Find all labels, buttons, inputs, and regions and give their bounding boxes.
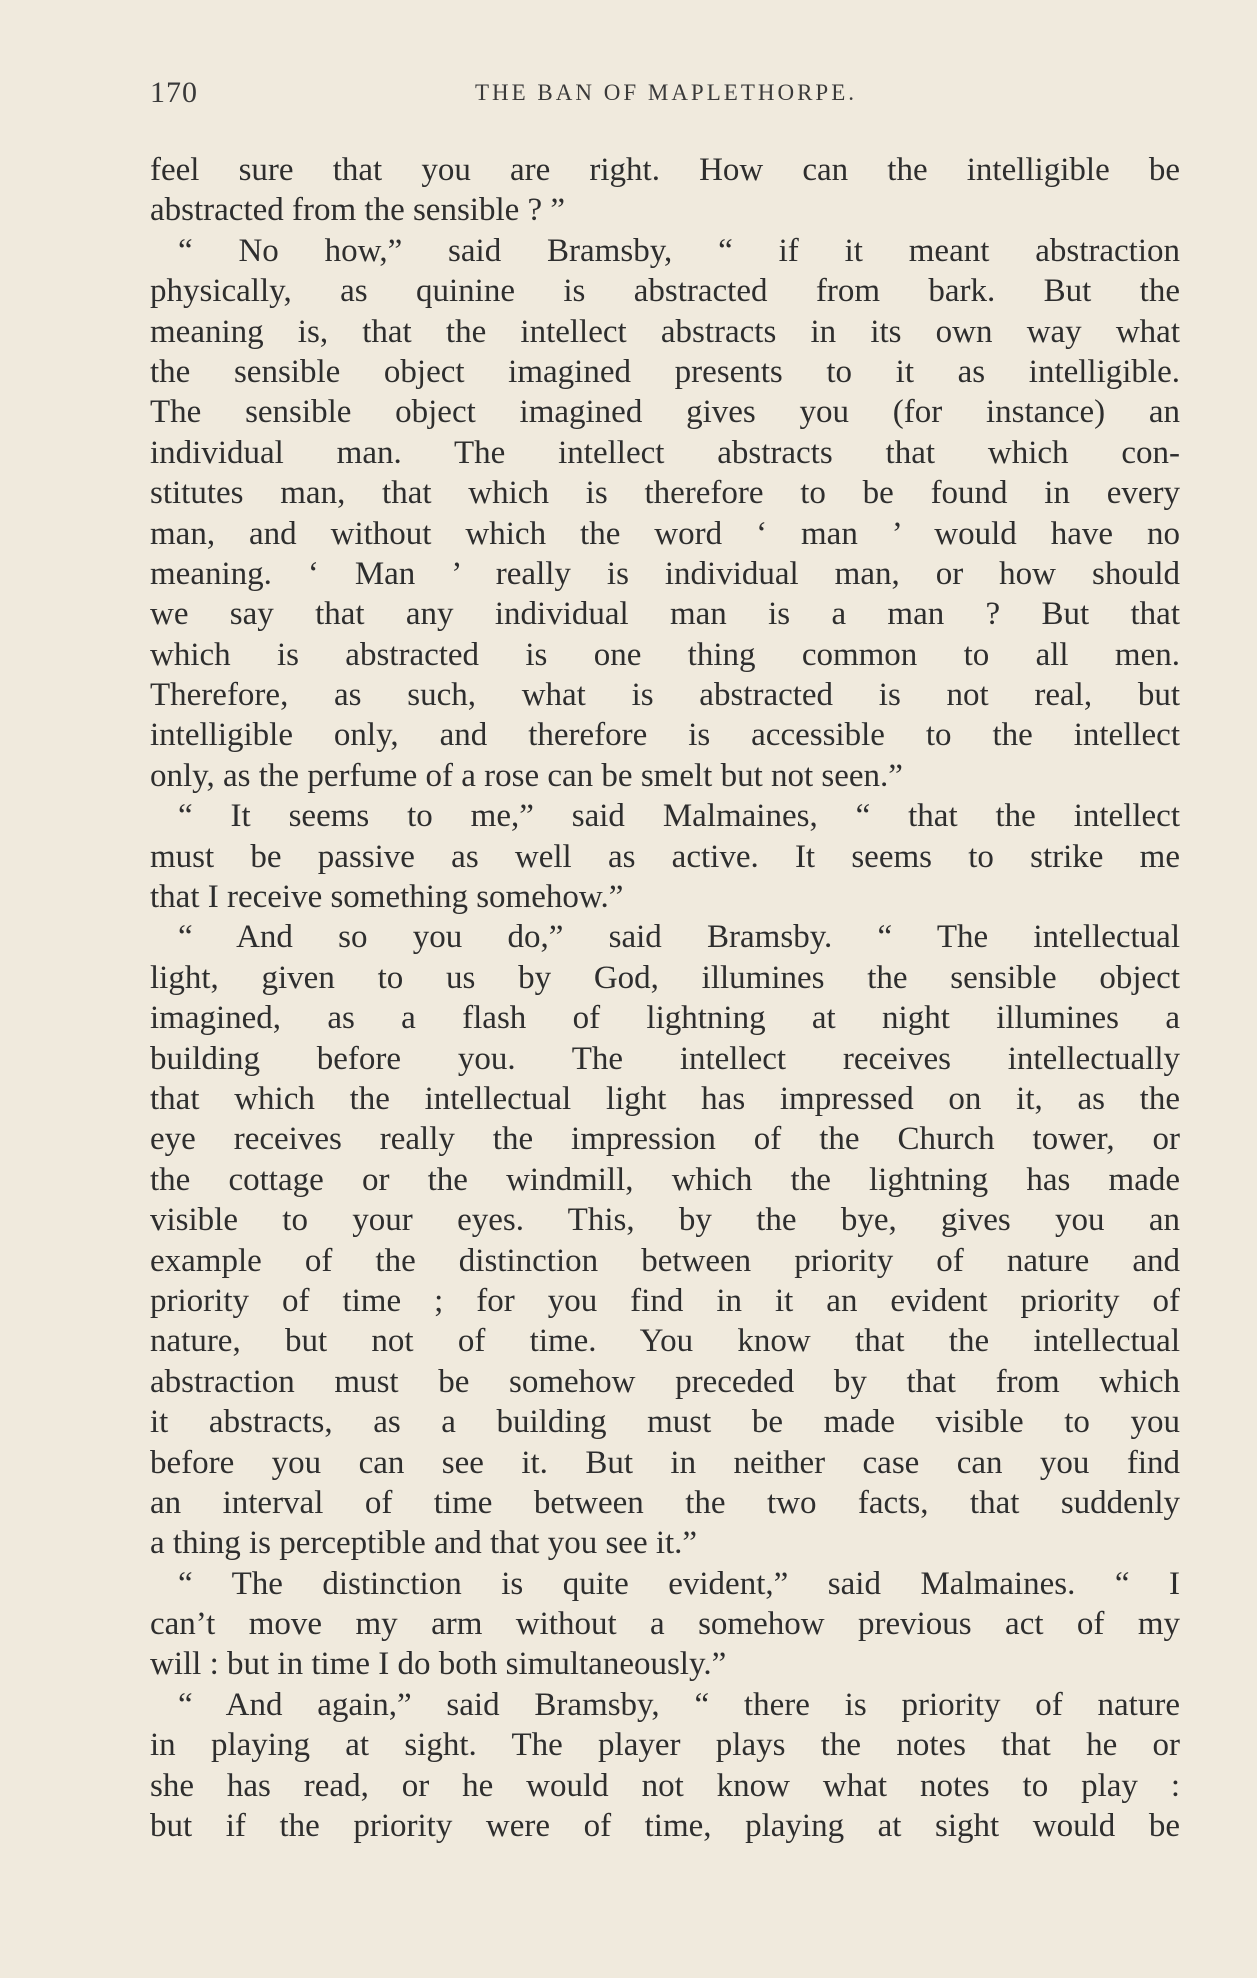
- text-line: that I receive something somehow.”: [150, 879, 624, 916]
- text-line: physically, as quinine is abstracted from bark. But the: [150, 273, 1180, 310]
- text-line: the sensible object imagined presents to it as intelligible.: [150, 353, 1180, 390]
- text-line: meaning. ‘ Man ’ really is individual man, or how should: [150, 555, 1180, 592]
- text-line: “ The distinction is quite evident,” said Malmaines. “ I: [178, 1565, 1180, 1602]
- text-line: she has read, or he would not know what notes to play :: [150, 1767, 1180, 1804]
- text-line: “ And again,” said Bramsby, “ there is priority of nature: [178, 1686, 1180, 1723]
- text-line: Therefore, as such, what is abstracted is not real, but: [150, 677, 1180, 714]
- text-line: abstraction must be somehow preceded by that from which: [150, 1363, 1180, 1400]
- text-line: which is abstracted is one thing common to all men.: [150, 636, 1180, 673]
- text-line: that which the intellectual light has impressed on it, as the: [150, 1080, 1180, 1117]
- text-line: The sensible object imagined gives you (for instance) an: [150, 394, 1180, 431]
- text-line: but if the priority were of time, playing at sight would be: [150, 1808, 1180, 1845]
- text-line: individual man. The intellect abstracts that which con-: [150, 434, 1180, 471]
- text-line: stitutes man, that which is therefore to be found in every: [150, 475, 1180, 512]
- page-number: 170: [150, 76, 198, 109]
- text-line: priority of time ; for you find in it an evident priority of: [150, 1282, 1180, 1319]
- running-title: THE BAN OF MAPLETHORPE.: [474, 80, 858, 105]
- text-line: must be passive as well as active. It seems to strike me: [150, 838, 1180, 875]
- text-line: “ No how,” said Bramsby, “ if it meant abstraction: [178, 232, 1180, 269]
- text-line: nature, but not of time. You know that the intellectual: [150, 1323, 1180, 1360]
- text-line: only, as the perfume of a rose can be smelt but not seen.”: [150, 757, 903, 794]
- text-line: before you can see it. But in neither case can you find: [150, 1444, 1180, 1481]
- text-line: we say that any individual man is a man ? But that: [150, 596, 1180, 633]
- text-line: will : but in time I do both simultaneously.”: [150, 1646, 727, 1683]
- text-line: a thing is perceptible and that you see it.”: [150, 1525, 698, 1562]
- text-line: “ It seems to me,” said Malmaines, “ that the intellect: [178, 798, 1180, 835]
- text-line: visible to your eyes. This, by the bye, gives you an: [150, 1202, 1180, 1239]
- text-line: can’t move my arm without a somehow previous act of my: [150, 1606, 1180, 1643]
- text-line: in playing at sight. The player plays the notes that he or: [150, 1727, 1180, 1764]
- text-line: meaning is, that the intellect abstracts in its own way what: [150, 313, 1180, 350]
- text-line: imagined, as a flash of lightning at night illumines a: [150, 1000, 1180, 1037]
- body-text: [150, 150, 1180, 1846]
- text-line: the cottage or the windmill, which the lightning has made: [150, 1161, 1180, 1198]
- text-line: feel sure that you are right. How can the intelligible be: [150, 152, 1180, 188]
- text-line: intelligible only, and therefore is accessible to the intellect: [150, 717, 1180, 754]
- text-line: an interval of time between the two facts, that suddenly: [150, 1484, 1180, 1521]
- text-line: light, given to us by God, illumines the sensible object: [150, 959, 1180, 996]
- page-header: [150, 76, 1182, 120]
- text-line: man, and without which the word ‘ man ’ would have no: [150, 515, 1180, 552]
- text-line: eye receives really the impression of the Church tower, or: [150, 1121, 1180, 1158]
- text-line: building before you. The intellect receives intellectually: [150, 1040, 1180, 1077]
- text-line: “ And so you do,” said Bramsby. “ The intellectual: [178, 919, 1180, 956]
- text-line: abstracted from the sensible ? ”: [150, 192, 566, 229]
- text-line: example of the distinction between priority of nature and: [150, 1242, 1180, 1279]
- text-line: it abstracts, as a building must be made visible to you: [150, 1404, 1180, 1441]
